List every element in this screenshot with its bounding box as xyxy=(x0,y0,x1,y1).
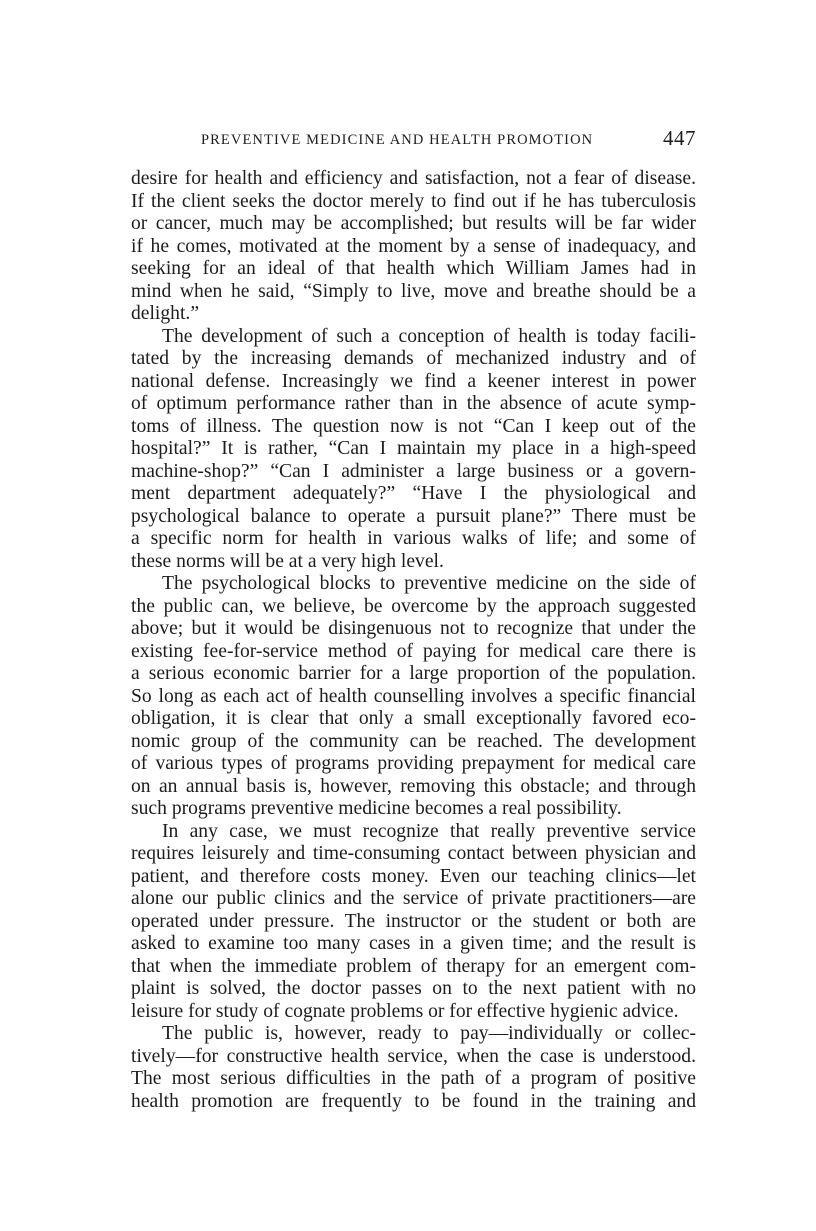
text-line: If the client seeks the doctor merely to find out if he has tuberculosis xyxy=(131,190,696,212)
text-line: these norms will be at a very high level. xyxy=(131,550,444,572)
text-line: The development of such a conception of health is today facili- xyxy=(162,325,696,347)
text-line: that when the immediate problem of therapy for an emergent com- xyxy=(131,955,696,977)
page-number: 447 xyxy=(663,126,696,150)
text-line: existing fee-for-service method of paying for medical care there is xyxy=(131,640,696,662)
text-line: leisure for study of cognate problems or for effective hygienic advice. xyxy=(131,1000,679,1022)
text-line: tated by the increasing demands of mechanized industry and of xyxy=(131,348,696,369)
paragraph xyxy=(131,168,696,326)
text-line: health promotion are frequently to be found in the training and xyxy=(131,1090,696,1112)
text-line: alone our public clinics and the service of private practitioners—are xyxy=(131,888,696,909)
text-line: obligation, it is clear that only a small exceptionally favored eco- xyxy=(131,708,696,729)
text-line: toms of illness. The question now is not “Can I keep out of the xyxy=(131,415,696,437)
paragraph xyxy=(131,573,696,821)
text-line: The most serious difficulties in the path of a program of positive xyxy=(131,1068,696,1089)
text-line: a specific norm for health in various walks of life; and some of xyxy=(131,528,696,549)
text-line: of optimum performance rather than in the absence of acute symp- xyxy=(131,393,696,414)
body-text xyxy=(131,168,696,1113)
text-line: the public can, we believe, be overcome by the approach suggested xyxy=(131,595,696,617)
paragraph xyxy=(131,821,696,1024)
text-line: if he comes, motivated at the moment by a sense of inadequacy, and xyxy=(131,235,696,257)
paragraph xyxy=(131,326,696,574)
text-line: national defense. Increasingly we find a keener interest in power xyxy=(131,370,696,392)
text-line: hospital?” It is rather, “Can I maintain my place in a high-speed xyxy=(131,438,696,459)
text-line: or cancer, much may be accomplished; but results will be far wider xyxy=(131,213,696,234)
text-line: machine-shop?” “Can I administer a large business or a govern- xyxy=(131,460,696,482)
text-line: In any case, we must recognize that really preventive service xyxy=(162,820,696,842)
running-head xyxy=(131,126,696,152)
text-line: asked to examine too many cases in a given time; and the result is xyxy=(131,933,696,954)
text-line: tively—for constructive health service, when the case is understood. xyxy=(131,1045,696,1067)
text-line: on an annual basis is, however, removing this obstacle; and through xyxy=(131,775,696,797)
text-line: delight.” xyxy=(131,303,200,324)
text-line: desire for health and efficiency and satisfaction, not a fear of disease. xyxy=(131,168,696,189)
text-line: plaint is solved, the doctor passes on to the next patient with no xyxy=(131,978,696,999)
text-line: such programs preventive medicine becomes a real possibility. xyxy=(131,798,622,819)
text-line: seeking for an ideal of that health which William James had in xyxy=(131,258,696,279)
text-line: The psychological blocks to preventive medicine on the side of xyxy=(162,573,696,594)
text-line: patient, and therefore costs money. Even our teaching clinics—let xyxy=(131,865,696,887)
text-line: ment department adequately?” “Have I the physiological and xyxy=(131,483,696,504)
running-title: PREVENTIVE MEDICINE AND HEALTH PROMOTION xyxy=(201,132,594,148)
text-line: psychological balance to operate a pursuit plane?” There must be xyxy=(131,505,696,527)
text-line: requires leisurely and time-consuming contact between physician and xyxy=(131,843,696,864)
text-line: above; but it would be disingenuous not to recognize that under the xyxy=(131,618,696,639)
text-line: of various types of programs providing prepayment for medical care xyxy=(131,753,696,774)
text-line: a serious economic barrier for a large proportion of the population. xyxy=(131,663,696,684)
paragraph xyxy=(131,1023,696,1113)
text-line: mind when he said, “Simply to live, move and breathe should be a xyxy=(131,280,696,302)
text-line: The public is, however, ready to pay—individually or collec- xyxy=(162,1023,696,1044)
text-line: So long as each act of health counselling involves a specific financial xyxy=(131,685,696,707)
text-line: nomic group of the community can be reached. The development xyxy=(131,730,696,752)
text-line: operated under pressure. The instructor or the student or both are xyxy=(131,910,696,932)
